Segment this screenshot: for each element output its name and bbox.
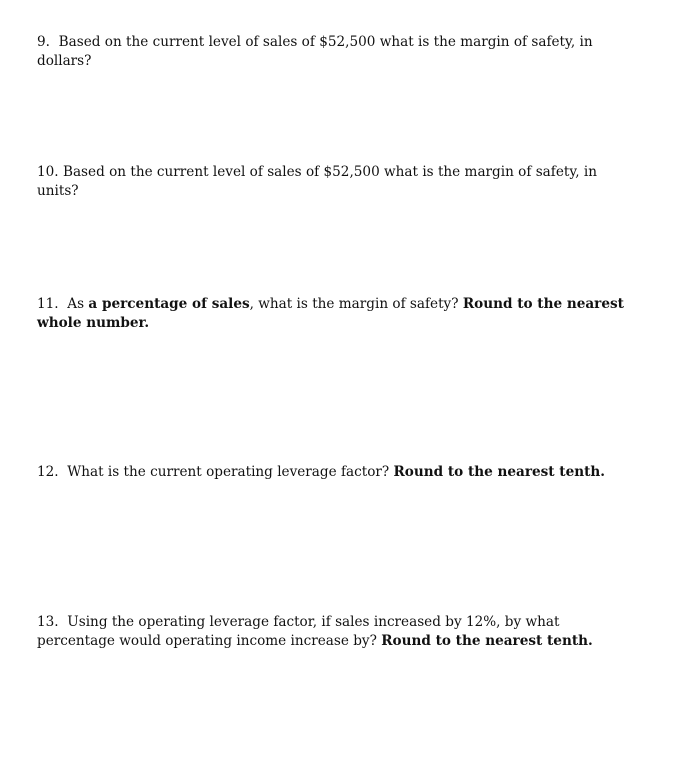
question-13-text: Using the operating leverage factor, if sales increased by 12%, by what percentage would operating income increase by? bbox=[37, 614, 560, 649]
question-10 bbox=[37, 163, 637, 201]
question-12-text: What is the current operating leverage factor? bbox=[67, 464, 394, 480]
question-9-number: 9. bbox=[37, 34, 50, 50]
question-12-number: 12. bbox=[37, 464, 59, 480]
question-13 bbox=[37, 613, 637, 651]
question-11-emphasis-percentage: a percentage of sales bbox=[88, 296, 250, 312]
question-10-number: 10. bbox=[37, 164, 59, 180]
question-13-rounding-instruction: Round to the nearest tenth. bbox=[381, 633, 593, 649]
question-9-text: Based on the current level of sales of $52,500 what is the margin of safety, in dollars? bbox=[37, 34, 593, 69]
question-11-text-mid: , what is the margin of safety? bbox=[249, 296, 463, 312]
question-12-rounding-instruction: Round to the nearest tenth. bbox=[393, 464, 606, 480]
question-13-number: 13. bbox=[37, 614, 59, 630]
question-11-rounding-instruction: Round to the nearest whole number. bbox=[37, 296, 624, 331]
question-10-text: Based on the current level of sales of $52,500 what is the margin of safety, in units? bbox=[37, 164, 597, 199]
question-11-text-pre: As bbox=[67, 296, 89, 312]
question-11 bbox=[37, 295, 637, 333]
question-12 bbox=[37, 463, 637, 482]
question-9 bbox=[37, 33, 637, 71]
question-11-number: 11. bbox=[37, 296, 59, 312]
